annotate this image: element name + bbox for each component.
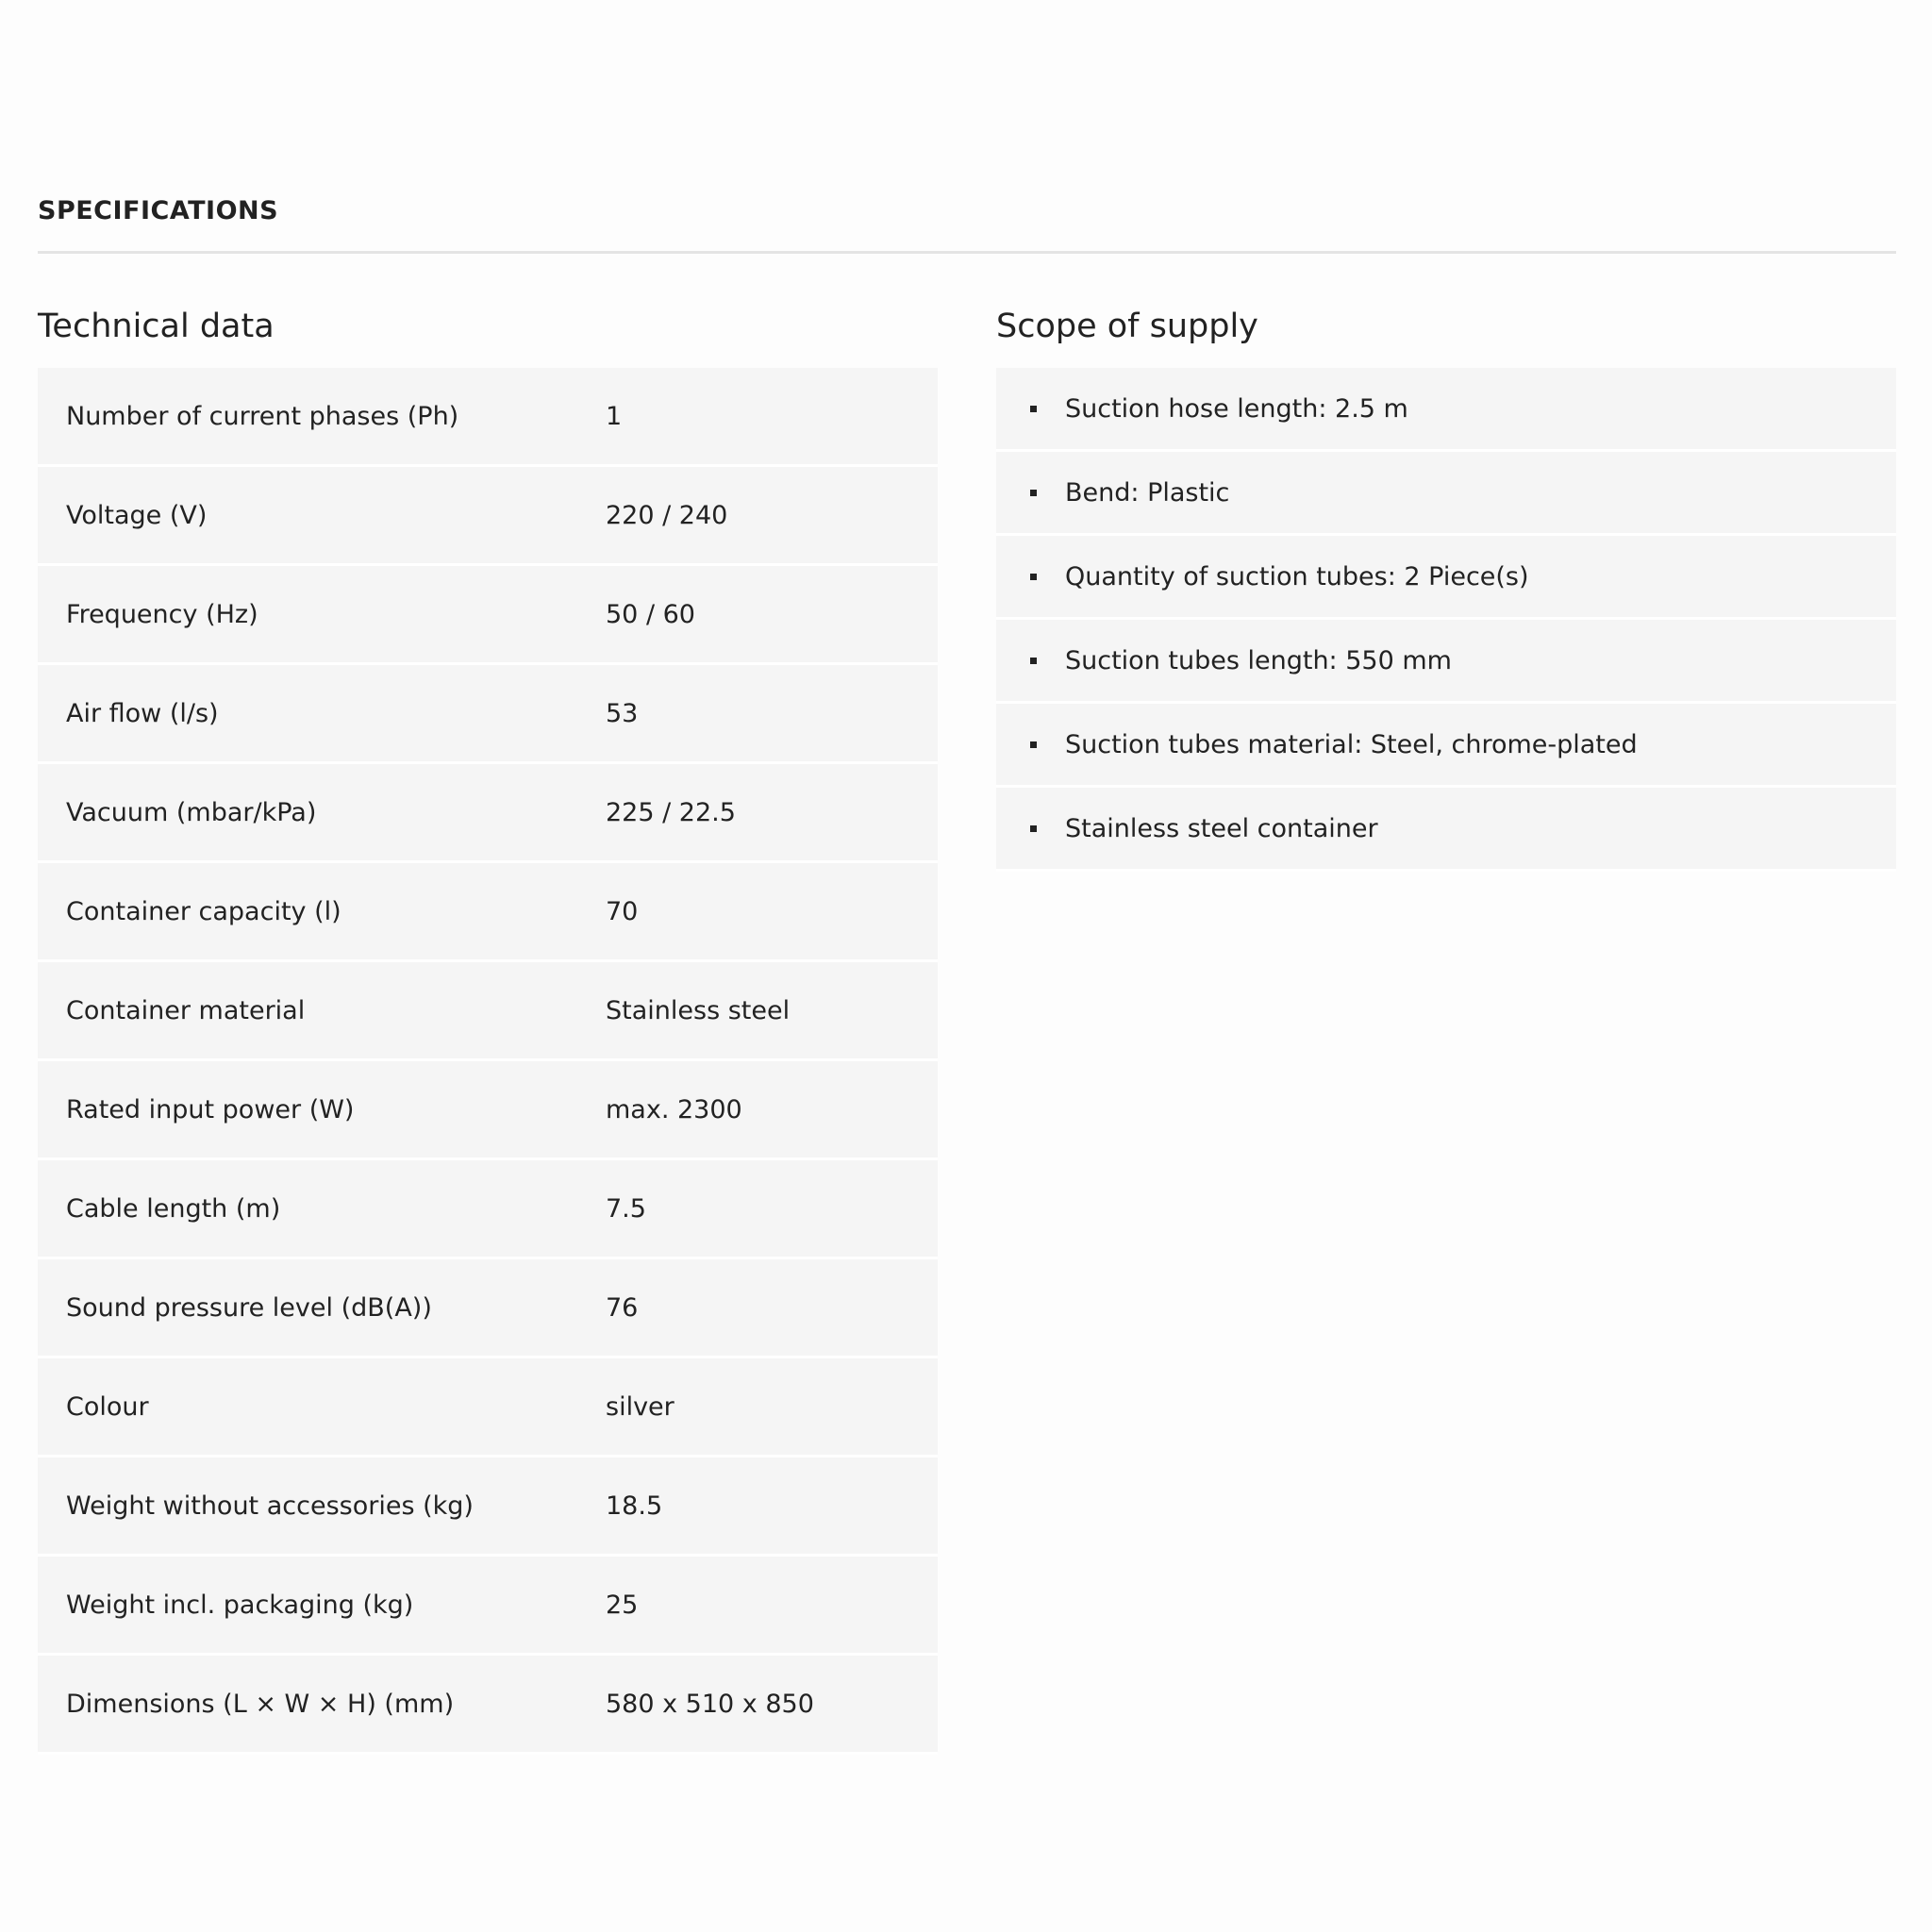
spec-value: 220 / 240 [606,467,938,566]
technical-data-table [38,368,938,1755]
table-row [38,1160,938,1259]
supply-item-text: Suction tubes material: Steel, chrome-plated [1065,729,1638,759]
table-row [38,1457,938,1557]
supply-item-text: Quantity of suction tubes: 2 Piece(s) [1065,561,1529,591]
section-divider [38,251,1896,254]
list-item [996,452,1896,536]
technical-data-column [38,298,938,1755]
spec-value: 225 / 22.5 [606,764,938,863]
spec-value: 53 [606,665,938,764]
supply-item-text: Suction hose length: 2.5 m [1065,393,1408,424]
bullet-icon [1030,574,1037,580]
section-title: SPECIFICATIONS [38,196,279,225]
table-row [38,764,938,863]
table-row [38,1358,938,1457]
technical-data-heading: Technical data [38,308,275,345]
spec-label: Air flow (l/s) [38,665,606,764]
bullet-icon [1030,406,1037,412]
table-row [38,368,938,467]
spec-label: Cable length (m) [38,1160,606,1259]
table-row [38,863,938,962]
spec-value: 580 x 510 x 850 [606,1656,938,1755]
table-row [38,1061,938,1160]
scope-of-supply-column [996,298,1896,872]
table-row [38,566,938,665]
list-item [996,620,1896,704]
spec-label: Dimensions (L × W × H) (mm) [38,1656,606,1755]
bullet-icon [1030,658,1037,664]
supply-item-text: Bend: Plastic [1065,477,1230,508]
scope-of-supply-heading: Scope of supply [996,308,1258,345]
bullet-icon [1030,825,1037,832]
spec-label: Container material [38,962,606,1061]
spec-label: Number of current phases (Ph) [38,368,606,467]
table-row [38,962,938,1061]
table-row [38,1557,938,1656]
bullet-icon [1030,490,1037,496]
spec-value: silver [606,1358,938,1457]
spec-label: Rated input power (W) [38,1061,606,1160]
table-row [38,665,938,764]
list-item [996,704,1896,788]
spec-value: 25 [606,1557,938,1656]
spec-value: 1 [606,368,938,467]
specifications-section [38,189,1896,1719]
spec-label: Container capacity (l) [38,863,606,962]
spec-value: Stainless steel [606,962,938,1061]
scope-of-supply-list [996,368,1896,872]
table-row [38,1656,938,1755]
supply-item-text: Suction tubes length: 550 mm [1065,645,1452,675]
spec-label: Colour [38,1358,606,1457]
spec-label: Vacuum (mbar/kPa) [38,764,606,863]
list-item [996,788,1896,872]
spec-value: 18.5 [606,1457,938,1557]
spec-value: 7.5 [606,1160,938,1259]
spec-label: Weight without accessories (kg) [38,1457,606,1557]
list-item [996,536,1896,620]
table-row [38,467,938,566]
bullet-icon [1030,741,1037,748]
spec-value: max. 2300 [606,1061,938,1160]
list-item [996,368,1896,452]
spec-label: Sound pressure level (dB(A)) [38,1259,606,1358]
spec-value: 70 [606,863,938,962]
spec-value: 50 / 60 [606,566,938,665]
spec-label: Frequency (Hz) [38,566,606,665]
spec-value: 76 [606,1259,938,1358]
spec-label: Weight incl. packaging (kg) [38,1557,606,1656]
supply-item-text: Stainless steel container [1065,813,1378,843]
table-row [38,1259,938,1358]
spec-label: Voltage (V) [38,467,606,566]
